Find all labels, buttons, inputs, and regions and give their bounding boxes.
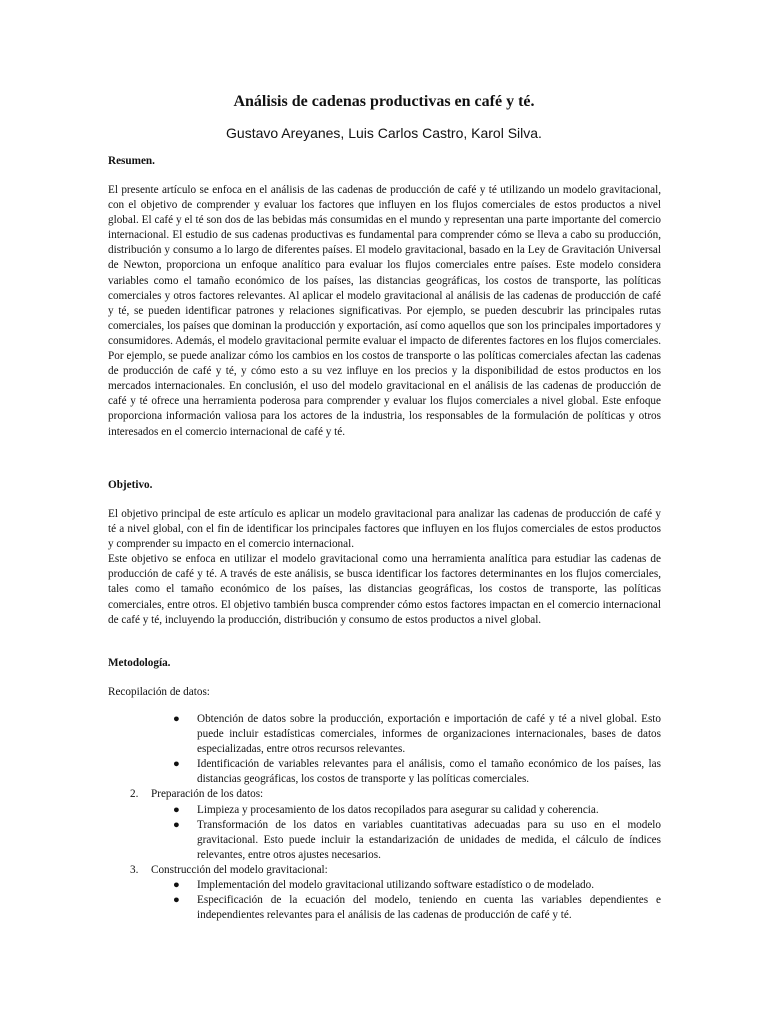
list-item: ● Limpieza y procesamiento de los datos recopilados para asegurar su calidad y coherencia. [108,803,661,818]
section-metodologia [108,656,661,923]
resumen-text: El presente artículo se enfoca en el análisis de las cadenas de producción de café y té utilizando un modelo gravitacional, con el objetivo de comprender y evaluar los factores que influyen en los flujos comerciales de estos productos a nivel global. El café y el té son dos de las bebidas más consumidas en el mundo y representan una parte importante del comercio internacional. El estudio de sus cadenas productivas es fundamental para comprender cómo se lleva a cabo su producción, distribución y consumo a lo largo de diferentes países. El modelo gravitacional, basado en la Ley de Gravitación Universal de Newton, proporciona un enfoque analítico para evaluar los flujos comerciales entre países. Este modelo considera variables como el tamaño económico de los países, las distancias geográficas, los costos de transporte, las políticas comerciales y otros factores relevantes. Al aplicar el modelo gravitacional al análisis de las cadenas de producción de café y té, se pueden identificar patrones y relaciones significativas. Por ejemplo, se pueden descubrir las principales rutas comerciales, los países que dominan la producción y exportación, así como aquellos que son los principales importadores y consumidores. Además, el modelo gravitacional permite evaluar el impacto de diferentes factores en los flujos comerciales. Por ejemplo, se puede analizar cómo los cambios en los costos de transporte o las políticas comerciales afectan las cadenas de producción de café y té, y cómo esto a su vez influye en los precios y la disponibilidad de estos productos en los mercados internacionales. En conclusión, el uso del modelo gravitacional en el análisis de las cadenas de producción de café y té ofrece una herramienta poderosa para comprender y evaluar los flujos comerciales a nivel global. Este enfoque proporciona información valiosa para los actores de la industria, los responsables de la formulación de políticas y otros interesados en el comercio internacional de café y té. [108,184,661,438]
bullet-icon: ● [173,818,180,831]
step-number: 2. [130,788,139,801]
list-item: ● Transformación de los datos en variables cuantitativas adecuadas para su uso en el modelo gravitacional. Esto puede incluir la estandarización de unidades de medida, el cálculo de índices relevantes, entre otros ajustes necesarios. [173,818,661,861]
step-1-bullets [108,712,661,787]
objetivo-paragraph-1: El objetivo principal de este artículo es aplicar un modelo gravitacional para analizar las cadenas de producción de café y té a nivel global, con el fin de identificar los principales factores que influyen en los flujos comerciales de estos productos y comprender su impacto en el comercio internacional. [108,508,661,551]
section-resumen [108,154,661,440]
list-item: ● Implementación del modelo gravitacional utilizando software estadístico o de modelado. [108,878,661,893]
methodology-steps-cont [108,863,661,878]
bullet-icon: ● [173,713,180,725]
step-2 [108,787,661,802]
step-3-bullets [108,878,661,923]
resumen-heading: Resumen. [108,155,155,167]
step-2-bullets [108,803,661,863]
list-item: ● Especificación de la ecuación del modelo, teniendo en cuenta las variables dependientes e independientes relevantes para el análisis de las cadenas de producción de café y té. [173,894,661,922]
bullet-icon: ● [173,758,180,771]
step-3 [108,863,661,878]
document-authors: Gustavo Areyanes, Luis Carlos Castro, Karol Silva. [226,125,542,141]
step-number: 3. [130,863,139,876]
step-label: Preparación de los datos: [151,788,264,801]
step-1-label: Recopilación de datos: [108,686,210,698]
bullet-icon: ● [173,803,180,816]
step-label: Construcción del modelo gravitacional: [151,863,328,876]
document-title: Análisis de cadenas productivas en café y té. [233,93,535,110]
bullet-icon: ● [173,894,180,907]
list-item: ● Obtención de datos sobre la producción, exportación e importación de café y té a nivel global. Esto puede incluir estadísticas comerciales, informes de organizaciones internacionales, bases de datos especializadas, entre otros recursos relevantes. [173,713,661,756]
objetivo-heading: Objetivo. [108,479,153,491]
section-objetivo [108,478,661,628]
metodologia-heading: Metodología. [108,657,171,669]
list-item: ● Identificación de variables relevantes para el análisis, como el tamaño económico de los países, las distancias geográficas, los costos de transporte y las políticas comerciales. [173,758,661,786]
bullet-icon: ● [173,879,180,892]
objetivo-paragraph-2: Este objetivo se enfoca en utilizar el modelo gravitacional como una herramienta analítica para estudiar las cadenas de producción de café y té. A través de este análisis, se busca identificar los factores determinantes en los flujos comerciales, tales como el tamaño económico de los países, las distancias geográficas, los costos de transporte, las políticas comerciales, entre otros. El objetivo también busca comprender cómo estos factores impactan en el comercio internacional de café y té, incluyendo la producción, distribución y consumo de estos productos a nivel global. [108,553,661,626]
methodology-steps [108,787,661,802]
